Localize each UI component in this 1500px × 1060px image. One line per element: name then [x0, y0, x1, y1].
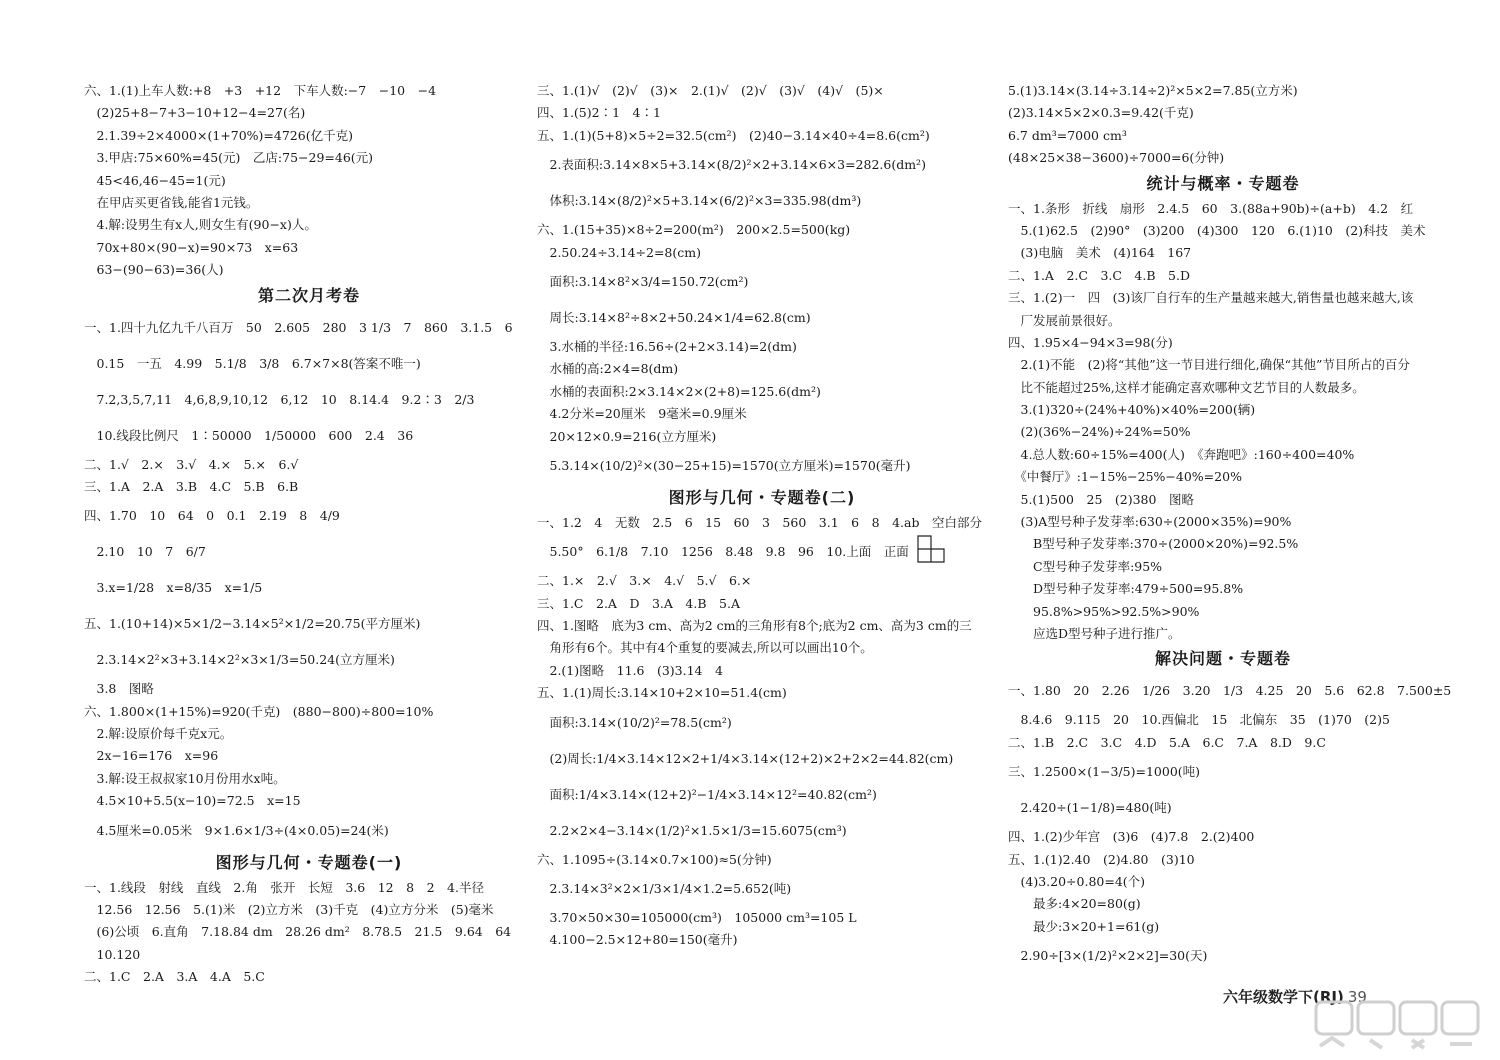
answer-text: 图形与几何・专题卷(一) [215, 852, 403, 872]
answer-text: 3.解:设王叔叔家10月份用水x吨。 [84, 770, 286, 786]
answer-line [84, 790, 534, 812]
answer-line [1008, 265, 1438, 287]
answer-text: (2)(36%−24%)÷24%=50% [1008, 424, 1191, 440]
answer-text: 2.解:设原价每千克x元。 [84, 726, 233, 742]
answer-text: 五、1.(1)周长:3.14×10+2×10=51.4(cm) [537, 685, 787, 701]
answer-line [1008, 533, 1438, 555]
answer-text: 4.5×10+5.5(x−10)=72.5 x=15 [84, 793, 301, 809]
answer-text: 周长:3.14×8²÷8×2+50.24×1/4=62.8(cm) [537, 309, 811, 325]
answer-text: 水桶的高:2×4=8(dm) [537, 361, 679, 377]
answer-text: (3)A型号种子发芽率:630÷(2000×35%)=90% [1008, 514, 1292, 530]
answer-text: 4.解:设男生有x人,则女生有(90−x)人。 [84, 217, 317, 233]
answer-line [537, 741, 987, 777]
answer-text: 四、1.(2)少年宫 (3)6 (4)7.8 2.(2)400 [1008, 829, 1255, 845]
answer-line [84, 237, 534, 259]
answer-text: 一、1.条形 折线 扇形 2.4.5 60 3.(88a+90b)÷(a+b) 4.2 红 [1008, 200, 1414, 216]
answer-text: 95.8%>95%>92.5%>90% [1008, 603, 1200, 619]
answer-text: (2)25+8−7+3−10+12−4=27(名) [84, 105, 306, 121]
answer-line [1008, 466, 1438, 488]
footer-label: 六年级数学下(RJ) [1223, 988, 1344, 1006]
answer-line [84, 80, 534, 102]
answer-line [537, 300, 987, 336]
answer-text: (2)周长:1/4×3.14×12×2+1/4×3.14×(12+2)×2+2×2=44.82(cm) [537, 750, 954, 766]
answer-text: 7.2,3,5,7,11 4,6,8,9,10,12 6,12 10 8.14.4 9.2∶3 2/3 [84, 391, 475, 407]
answer-line [537, 448, 987, 484]
answer-text: 三、1.2500×(1−3/5)=1000(吨) [1008, 764, 1201, 780]
answer-text: 4.2分米=20厘米 9毫米=0.9厘米 [537, 406, 747, 422]
answer-text: 8.4.6 9.115 20 10.西偏北 15 北偏东 35 (1)70 (2)5 [1008, 712, 1390, 728]
answer-line [1008, 489, 1438, 511]
answer-text: 图形与几何・专题卷(二) [668, 487, 856, 507]
answer-line [84, 944, 534, 966]
answer-line [84, 454, 534, 476]
answer-line [1008, 80, 1438, 102]
answer-text: 面积:3.14×(10/2)²=78.5(cm²) [537, 714, 732, 730]
answer-text: 6.7 dm³=7000 cm³ [1008, 127, 1127, 143]
answer-text: 二、1.A 2.C 3.C 4.B 5.D [1008, 267, 1190, 283]
answer-line [537, 570, 987, 592]
answer-text: 12.56 12.56 5.(1)米 (2)立方米 (3)千克 (4)立方分米 (5)毫米 [84, 902, 494, 918]
answer-line [537, 147, 987, 183]
answer-text: 4.5厘米=0.05米 9×1.6×1/3÷(4×0.05)=24(米) [84, 822, 389, 838]
answer-text: 3.甲店:75×60%=45(元) 乙店:75−29=46(元) [84, 150, 374, 166]
block-view-figure [917, 535, 959, 571]
answer-line [537, 80, 987, 102]
answer-text: 比不能超过25%,这样才能确定喜欢哪种文艺节目的人数最多。 [1008, 379, 1365, 395]
answer-text: 厂发展前景很好。 [1008, 312, 1121, 328]
answer-text: 四、1.95×4−94×3=98(分) [1008, 334, 1173, 350]
answer-text: 2.(1)图略 11.6 (3)3.14 4 [537, 662, 723, 678]
answer-text: 二、1.√ 2.× 3.√ 4.× 5.× 6.√ [84, 456, 299, 472]
answer-line [1008, 147, 1438, 169]
answer-text: 2.1.39÷2×4000×(1+70%)=4726(亿千克) [84, 127, 353, 143]
answer-text: 3.x=1/28 x=8/35 x=1/5 [84, 580, 263, 596]
answer-line [84, 346, 534, 382]
answer-text: 六、1.800×(1+15%)=920(千克) (880−800)÷800=10% [84, 703, 434, 719]
answer-line [1008, 826, 1438, 848]
answer-text: 三、1.(1)√ (2)√ (3)× 2.(1)√ (2)√ (3)√ (4)√ (5)× [537, 83, 884, 98]
answer-line [537, 403, 987, 425]
answer-line [1008, 242, 1438, 264]
answer-text: 2.3.14×2²×3+3.14×2²×3×1/3=50.24(立方厘米) [84, 652, 395, 668]
answer-text: 10.线段比例尺 1∶50000 1/50000 600 2.4 36 [84, 427, 414, 443]
answer-line [84, 678, 534, 700]
answer-line [537, 637, 987, 659]
answer-line [537, 660, 987, 682]
answer-text: 0.15 一五 4.99 5.1/8 3/8 6.7×7×8(答案不唯一) [84, 355, 421, 371]
answer-line [84, 899, 534, 921]
answer-text: 2.10 10 7 6/7 [84, 544, 206, 560]
section-heading [1008, 170, 1438, 198]
answer-line [1008, 287, 1438, 309]
answer-text: 70x+80×(90−x)=90×73 x=63 [84, 239, 299, 255]
answer-line [1008, 354, 1438, 376]
answer-text: 三、1.A 2.A 3.B 4.C 5.B 6.B [84, 478, 299, 494]
answer-line [1008, 332, 1438, 354]
answer-line [1008, 511, 1438, 533]
answer-text: 最少:3×20+1=61(g) [1008, 918, 1160, 934]
answer-line [84, 382, 534, 418]
answer-text: 六、1.1095÷(3.14×0.7×100)≈5(分钟) [537, 851, 772, 867]
answer-line [84, 476, 534, 498]
answer-text: 5.(1)62.5 (2)90° (3)200 (4)300 120 6.(1)10 (2)科技 美术 [1008, 222, 1426, 238]
answer-text: 5.(1)3.14×(3.14÷3.14÷2)²×5×2=7.85(立方米) [1008, 83, 1298, 98]
answer-line [537, 219, 987, 241]
answer-text: (2)3.14×5×2×0.3=9.42(千克) [1008, 105, 1194, 121]
answer-text: 统计与概率・专题卷 [1146, 173, 1300, 193]
answer-line [1008, 709, 1438, 731]
answer-text: B型号种子发芽率:370÷(2000×20%)=92.5% [1008, 536, 1299, 552]
answer-text: (6)公顷 6.直角 7.18.84 dm 28.26 dm² 8.78.5 21.5 9.64 64 [84, 924, 512, 940]
answer-text: 2.表面积:3.14×8×5+3.14×(8/2)²×2+3.14×6×3=282.6(dm²) [537, 157, 926, 173]
answer-line [537, 512, 987, 534]
answer-text: (3)电脑 美术 (4)164 167 [1008, 245, 1192, 261]
answer-text: 2.50.24÷3.14÷2=8(cm) [537, 244, 701, 260]
answer-line [84, 921, 534, 943]
answer-text: 五、1.(10+14)×5×1/2−3.14×5²×1/2=20.75(平方厘米) [84, 616, 421, 632]
answer-line [1008, 893, 1438, 915]
answer-line [537, 264, 987, 300]
answer-text: 3.水桶的半径:16.56÷(2+2×3.14)=2(dm) [537, 338, 797, 354]
answer-text: 5.3.14×(10/2)²×(30−25+15)=1570(立方厘米)=1570(毫升) [537, 457, 911, 473]
answer-line [84, 745, 534, 767]
answer-line [84, 701, 534, 723]
answer-line [1008, 938, 1438, 974]
answer-line [537, 615, 987, 637]
answer-line [537, 777, 987, 813]
answer-line [84, 125, 534, 147]
answer-text: 最多:4×20=80(g) [1008, 896, 1141, 912]
answer-line [537, 907, 987, 929]
answer-text: 体积:3.14×(8/2)²×5+3.14×(6/2)²×3=335.98(dm³) [537, 193, 862, 209]
answer-text: 在甲店买更省钱,能省1元钱。 [84, 194, 259, 210]
answer-line [84, 418, 534, 454]
answer-text: 3.70×50×30=105000(cm³) 105000 cm³=105 L [537, 910, 857, 926]
section-heading [84, 849, 534, 877]
answer-text: 2.(1)不能 (2)将“其他”这一节目进行细化,确保“其他”节目所占的百分 [1008, 357, 1410, 373]
answer-text: 二、1.× 2.√ 3.× 4.√ 5.√ 6.× [537, 573, 752, 589]
answer-text: (4)3.20÷0.80=4(个) [1008, 873, 1146, 889]
answer-line [1008, 198, 1438, 220]
answer-text: (48×25×38−3600)÷7000=6(分钟) [1008, 150, 1225, 166]
answer-line [537, 426, 987, 448]
answer-text: D型号种子发芽率:479÷500=95.8% [1008, 581, 1244, 597]
answer-line [84, 534, 534, 570]
answer-line [537, 336, 987, 358]
answer-text: 4.总人数:60÷15%=400(人) 《奔跑吧》:160÷400=40% [1008, 446, 1355, 462]
answer-line [84, 147, 534, 169]
answer-text: 一、1.四十九亿九千八百万 50 2.605 280 3 1/3 7 860 3.1.5 6 [84, 319, 513, 335]
answer-line [537, 871, 987, 907]
answer-text: 一、1.80 20 2.26 1/26 3.20 1/3 4.25 20 5.6 62.8 7.500±5 [1008, 683, 1452, 699]
answer-line [1008, 578, 1438, 600]
answer-line [84, 498, 534, 534]
answer-text: 角形有6个。其中有4个重复的要减去,所以可以画出10个。 [537, 640, 873, 656]
watermark-logo [1312, 996, 1482, 1054]
answer-line [1008, 916, 1438, 938]
answer-text: 5.50° 6.1/8 7.10 1256 8.48 9.8 96 10.上面 正面 [537, 544, 909, 560]
answer-line [1008, 421, 1438, 443]
answer-line [1008, 125, 1438, 147]
answer-text: 四、1.70 10 64 0 0.1 2.19 8 4/9 [84, 508, 340, 524]
answer-text: 二、1.C 2.A 3.A 4.A 5.C [84, 969, 265, 985]
answer-line [84, 310, 534, 346]
answer-text: 四、1.图略 底为3 cm、高为2 cm的三角形有8个;底为2 cm、高为3 cm的三 [537, 618, 972, 634]
section-heading [1008, 645, 1438, 673]
answer-line [1008, 849, 1438, 871]
answer-line [537, 813, 987, 849]
answer-text: 5.(1)500 25 (2)380 图略 [1008, 491, 1194, 507]
answer-line [537, 358, 987, 380]
answer-text: 2x−16=176 x=96 [84, 748, 219, 764]
answer-text: 45<46,46−45=1(元) [84, 172, 226, 188]
answer-text: 水桶的表面积:2×3.14×2×(2+8)=125.6(dm²) [537, 383, 821, 399]
answer-line [537, 682, 987, 704]
answer-text: 二、1.B 2.C 3.C 4.D 5.A 6.C 7.A 8.D 9.C [1008, 734, 1326, 750]
answer-column-left [84, 80, 534, 989]
answer-line [1008, 377, 1438, 399]
answer-text: 20×12×0.9=216(立方厘米) [537, 428, 717, 444]
answer-text: C型号种子发芽率:95% [1008, 558, 1163, 574]
answer-text: 三、1.C 2.A D 3.A 4.B 5.A [537, 595, 740, 611]
answer-line [84, 966, 534, 988]
answer-text: 应选D型号种子进行推广。 [1008, 625, 1181, 641]
answer-text: 3.(1)320÷(24%+40%)×40%=200(辆) [1008, 402, 1256, 418]
answer-line [1008, 790, 1438, 826]
answer-line [537, 242, 987, 264]
answer-column-middle [537, 80, 987, 952]
answer-text: 一、1.2 4 无数 2.5 6 15 60 3 560 3.1 6 8 4.ab 空白部分 [537, 514, 982, 530]
answer-text: 3.8 图略 [84, 681, 154, 697]
answer-line [537, 102, 987, 124]
answer-line [84, 192, 534, 214]
answer-text: 六、1.(15+35)×8÷2=200(m²) 200×2.5=500(kg) [537, 222, 851, 238]
answer-text: 2.3.14×3²×2×1/3×1/4×1.2=5.652(吨) [537, 881, 792, 897]
answer-line [537, 929, 987, 951]
answer-line [84, 813, 534, 849]
answer-line [1008, 754, 1438, 790]
answer-line [1008, 732, 1438, 754]
answer-line [84, 606, 534, 642]
answer-line [84, 570, 534, 606]
answer-line [84, 102, 534, 124]
answer-line [1008, 673, 1452, 709]
answer-line [84, 214, 534, 236]
answer-line [537, 381, 987, 403]
answer-line [1008, 871, 1438, 893]
answer-line [1008, 444, 1438, 466]
answer-text: 五、1.(1)(5+8)×5÷2=32.5(cm²) (2)40−3.14×40÷4=8.6(cm²) [537, 127, 930, 143]
answer-text: 2.2×2×4−3.14×(1/2)²×1.5×1/3=15.6075(cm³) [537, 822, 847, 838]
section-heading [84, 282, 534, 310]
answer-line [537, 705, 987, 741]
answer-text: 2.420÷(1−1/8)=480(吨) [1008, 800, 1172, 816]
answer-line [1008, 310, 1438, 332]
answer-text: 五、1.(1)2.40 (2)4.80 (3)10 [1008, 851, 1195, 867]
answer-text: 六、1.(1)上车人数:+8 +3 +12 下车人数:−7 −10 −4 [84, 83, 437, 98]
answer-line [84, 259, 534, 281]
answer-line [1008, 556, 1438, 578]
answer-column-right [1008, 80, 1452, 974]
answer-text: 第二次月考卷 [257, 285, 360, 305]
answer-text: 《中餐厅》:1−15%−25%−40%=20% [1008, 469, 1242, 485]
section-heading [537, 484, 987, 512]
answer-line [84, 723, 534, 745]
answer-text: 2.90÷[3×(1/2)²×2×2]=30(天) [1008, 948, 1208, 964]
answer-line [1008, 102, 1438, 124]
answer-line [84, 170, 534, 192]
answer-text: 面积:3.14×8²×3/4=150.72(cm²) [537, 273, 749, 289]
answer-text: 10.120 [84, 946, 141, 962]
answer-line [1008, 623, 1438, 645]
answer-text: 四、1.(5)2∶1 4∶1 [537, 105, 661, 121]
answer-line [537, 593, 987, 615]
answer-line [84, 642, 534, 678]
page-number: 39 [1347, 988, 1367, 1006]
answer-text: 一、1.线段 射线 直线 2.角 张开 长短 3.6 12 8 2 4.半径 [84, 879, 484, 895]
answer-line [1008, 601, 1438, 623]
answer-line [1008, 399, 1438, 421]
answer-line [537, 849, 987, 871]
answer-text: 解决问题・专题卷 [1154, 649, 1291, 669]
answer-line [537, 183, 987, 219]
answer-line [537, 534, 987, 570]
answer-text: 三、1.(2)一 四 (3)该厂自行车的生产量越来越大,销售量也越来越大,该 [1008, 290, 1414, 306]
answer-line [84, 877, 534, 899]
answer-text: 63−(90−63)=36(人) [84, 262, 224, 278]
answer-line [537, 125, 987, 147]
answer-line [1008, 220, 1438, 242]
answer-text: 面积:1/4×3.14×(12+2)²−1/4×3.14×12²=40.82(cm²) [537, 786, 877, 802]
answer-text: 4.100−2.5×12+80=150(毫升) [537, 932, 738, 948]
answer-line [84, 768, 534, 790]
